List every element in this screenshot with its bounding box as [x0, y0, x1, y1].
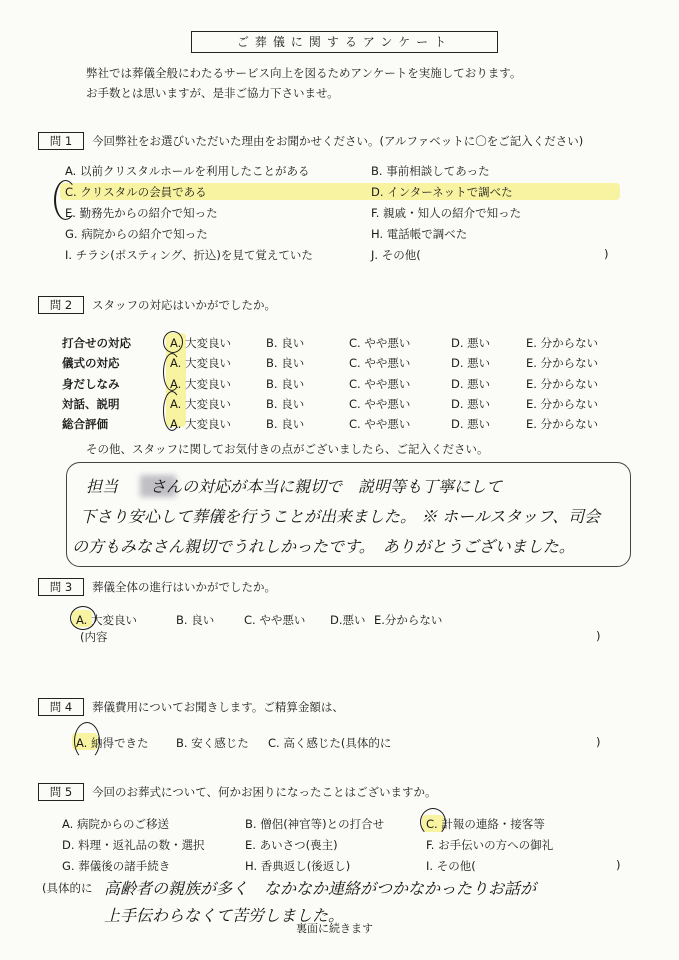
q5-comment-line-1: 高齢者の親族が多く なかなか連絡がつかなかったりお話が [104, 879, 537, 898]
q3-option-b[interactable]: B. 良い [176, 613, 215, 627]
intro-line-1: 弊社では葬儀全般にわたるサービス向上を図るためアンケートを実施しております。 [86, 66, 522, 80]
q3-option-e[interactable]: E.分からない [374, 613, 443, 627]
q2-r1-a[interactable]: A. 大変良い [170, 336, 231, 350]
q2-r2-b[interactable]: B. 良い [266, 356, 305, 370]
q5-option-c[interactable]: C. 計報の連絡・接客等 [426, 817, 545, 831]
question-3-text: 葬儀全体の進行はいかがでしたか。 [92, 580, 276, 594]
q2-r4-e[interactable]: E. 分からない [526, 397, 599, 411]
q5-option-i-close: ) [616, 858, 621, 872]
q1-option-f[interactable]: F. 親戚・知人の紹介で知った [371, 206, 522, 220]
q1-option-c[interactable]: C. クリスタルの会員である [65, 185, 207, 199]
q2-r4-a[interactable]: A. 大変良い [170, 397, 231, 411]
q3-option-c[interactable]: C. やや悪い [244, 613, 306, 627]
q1-option-h[interactable]: H. 電話帳で調べた [371, 227, 468, 241]
question-2-number: 問 2 [38, 296, 84, 314]
intro-line-2: お手数とは思いますが、是非ご協力下さいませ。 [86, 86, 339, 100]
q2-r1-e[interactable]: E. 分からない [526, 336, 599, 350]
q2-other-prompt: その他、スタッフに関してお気付きの点がございましたら、ご記入ください。 [86, 442, 489, 456]
q5-comment-line-2: 上手伝わらなくて苦労しました。 [104, 906, 345, 925]
q3-option-a[interactable]: A. 大変良い [76, 613, 137, 627]
staff-comment-line-3: の方もみなさん親切でうれしかったです。 ありがとうございました。 [72, 537, 575, 556]
q2-r2-e[interactable]: E. 分からない [526, 356, 599, 370]
circle-mark-q2-3 [163, 391, 181, 431]
q4-close-paren: ) [596, 735, 601, 749]
q1-option-b[interactable]: B. 事前相談してあった [371, 164, 490, 178]
circle-mark-q2-1 [163, 331, 183, 353]
circle-mark-q1 [54, 180, 77, 220]
q2-r1-d[interactable]: D. 悪い [451, 336, 491, 350]
q2-r5-a[interactable]: A. 大変良い [170, 417, 231, 431]
circle-mark-q3 [70, 606, 96, 630]
question-1-number: 問 1 [38, 132, 84, 150]
q2-r3-b[interactable]: B. 良い [266, 377, 305, 391]
q2-r5-e[interactable]: E. 分からない [526, 417, 599, 431]
circle-mark-q5 [420, 808, 446, 836]
q2-r5-b[interactable]: B. 良い [266, 417, 305, 431]
staff-comment-line-1: 担当 さんの対応が本当に親切で 説明等も丁寧にして [86, 477, 503, 496]
q2-row-label-4: 対話、説明 [62, 397, 120, 411]
q2-row-label-5: 総合評価 [62, 417, 108, 431]
question-5-text: 今回のお葬式について、何かお困りになったことはございますか。 [92, 785, 437, 799]
q2-row-label-2: 儀式の対応 [62, 356, 120, 370]
staff-comment-line-2: 下さり安心して葬儀を行うことが出来ました。 ※ ホールスタッフ、司会 [80, 507, 601, 526]
q1-option-j[interactable]: J. その他( [371, 248, 421, 262]
q4-option-a[interactable]: A. 納得できた [76, 736, 149, 750]
q1-option-a[interactable]: A. 以前クリスタルホールを利用したことがある [65, 164, 310, 178]
q5-option-f[interactable]: F. お手伝いの方への御礼 [426, 838, 554, 852]
q5-option-g[interactable]: G. 葬儀後の諸手続き [62, 859, 171, 873]
q3-content-close: ) [596, 629, 601, 643]
q2-r4-d[interactable]: D. 悪い [451, 397, 491, 411]
question-4-number: 問 4 [38, 698, 84, 716]
circle-mark-q2-2 [163, 353, 181, 391]
q1-option-d[interactable]: D. インターネットで調べた [371, 185, 513, 199]
q2-r3-a[interactable]: A. 大変良い [170, 377, 231, 391]
q5-option-h[interactable]: H. 香典返し(後返し) [245, 859, 351, 873]
q5-option-a[interactable]: A. 病院からのご移送 [62, 817, 169, 831]
q2-r1-b[interactable]: B. 良い [266, 336, 305, 350]
q2-r4-c[interactable]: C. やや悪い [349, 397, 411, 411]
q2-r5-d[interactable]: D. 悪い [451, 417, 491, 431]
q3-option-d[interactable]: D.悪い [330, 613, 366, 627]
q2-r2-a[interactable]: A. 大変良い [170, 356, 231, 370]
q5-option-d[interactable]: D. 料理・返礼品の数・選択 [62, 838, 205, 852]
circle-mark-q4 [74, 722, 100, 760]
q2-r3-d[interactable]: D. 悪い [451, 377, 491, 391]
q5-specific-label: (具体的に [42, 881, 93, 895]
page-title: ご葬儀に関するアンケート [191, 31, 498, 53]
question-2-text: スタッフの対応はいかがでしたか。 [92, 298, 276, 312]
q2-r4-b[interactable]: B. 良い [266, 397, 305, 411]
question-4-text: 葬儀費用についてお聞きします。ご精算金額は、 [92, 700, 344, 714]
q5-option-e[interactable]: E. あいさつ(喪主) [245, 838, 338, 852]
q2-r2-d[interactable]: D. 悪い [451, 356, 491, 370]
q2-r2-c[interactable]: C. やや悪い [349, 356, 411, 370]
q2-row-label-1: 打合せの対応 [62, 336, 131, 350]
question-1-text: 今回弊社をお選びいただいた理由をお聞かせください。(アルファベットに〇をご記入ください) [92, 134, 584, 148]
q2-row-label-3: 身だしなみ [62, 377, 120, 391]
q2-r3-c[interactable]: C. やや悪い [349, 377, 411, 391]
question-3-number: 問 3 [38, 578, 84, 596]
q1-option-i[interactable]: I. チラシ(ポスティング、折込)を見て覚えていた [65, 248, 313, 262]
q5-option-i[interactable]: I. その他( [426, 859, 476, 873]
q2-r1-c[interactable]: C. やや悪い [349, 336, 411, 350]
q2-r3-e[interactable]: E. 分からない [526, 377, 599, 391]
question-5-number: 問 5 [38, 783, 84, 801]
q1-option-e[interactable]: E. 勤務先からの紹介で知った [65, 206, 218, 220]
q1-option-g[interactable]: G. 病院からの紹介で知った [65, 227, 208, 241]
q2-r5-c[interactable]: C. やや悪い [349, 417, 411, 431]
q4-option-c[interactable]: C. 高く感じた(具体的に [268, 736, 392, 750]
q5-option-b[interactable]: B. 僧侶(神官等)との打合せ [245, 817, 385, 831]
continued-on-back: 裏面に続きます [296, 922, 373, 935]
q3-content-label: (内容 [80, 630, 108, 644]
q4-option-b[interactable]: B. 安く感じた [176, 736, 249, 750]
q1-option-j-close: ) [604, 247, 609, 261]
